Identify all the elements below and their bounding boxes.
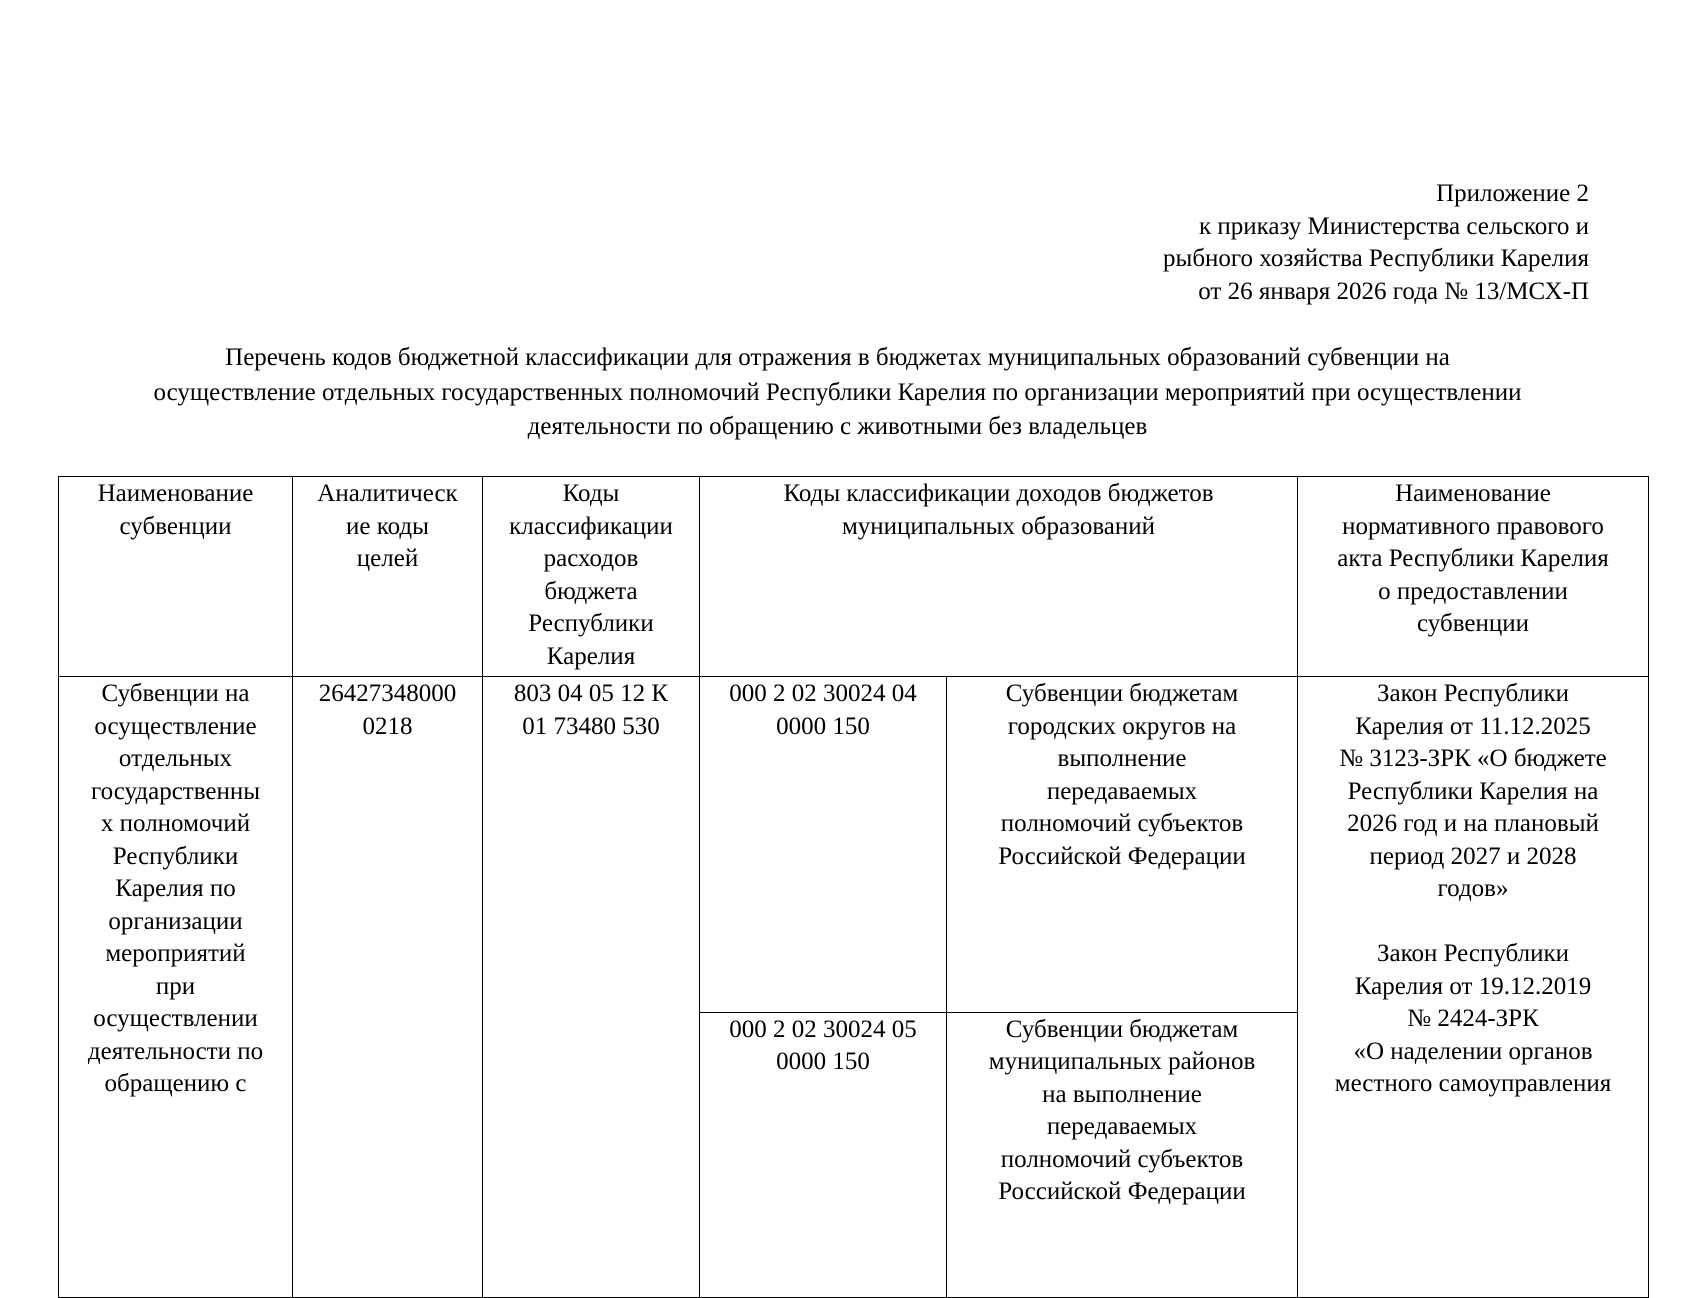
table-row	[59, 677, 1649, 1013]
cell-text: «О наделении органов	[1353, 1037, 1593, 1065]
cell-text: полномочий субъектов	[1000, 810, 1244, 837]
header-text: о предоставлении	[1378, 577, 1568, 605]
cell-text: осуществление	[94, 712, 257, 740]
title-line: деятельности по обращению с животными без владельцев	[527, 413, 1148, 440]
header-text: бюджета	[544, 577, 638, 605]
cell-text	[1302, 906, 1644, 939]
header-text: субвенции	[119, 512, 232, 540]
appendix-line: Приложение 2	[1436, 180, 1589, 207]
cell-text: № 3123-ЗРК «О бюджете	[1339, 745, 1607, 772]
cell-text: мероприятий	[105, 940, 246, 967]
header-text: акта Республики Карелия	[1337, 545, 1609, 572]
cell-analytic-code	[293, 677, 483, 1298]
cell-text: выполнение	[1057, 745, 1187, 772]
title-line: осуществление отдельных государственных полномочий Республики Карелия по организации мероприятий при осуществлении	[153, 378, 1522, 406]
cell-text: на выполнение	[1042, 1080, 1202, 1108]
cell-text: Карелия от 19.12.2019	[1354, 972, 1592, 1000]
cell-text: годов»	[1437, 875, 1509, 902]
cell-text: Российской Федерации	[998, 842, 1246, 870]
cell-text: передаваемых	[1046, 777, 1198, 805]
header-text: расходов	[543, 545, 639, 572]
cell-text: 803 04 05 12 К	[513, 680, 669, 707]
header-text: Наименование	[97, 480, 254, 507]
cell-text: при	[155, 972, 196, 1000]
header-text: Аналитическ	[317, 480, 458, 507]
header-text: субвенции	[1417, 610, 1529, 637]
header-text: ие коды	[346, 512, 429, 540]
cell-text: Закон Республики	[1376, 940, 1570, 967]
cell-text: деятельности по	[87, 1037, 264, 1065]
header-text: Коды классификации доходов бюджетов	[783, 480, 1214, 507]
appendix-line: рыбного хозяйства Республики Карелия	[1163, 245, 1589, 272]
budget-codes-table	[58, 476, 1649, 1298]
cell-text: Субвенции бюджетам	[1005, 1015, 1239, 1043]
cell-text: полномочий субъектов	[1000, 1145, 1244, 1173]
header-text: Коды	[562, 480, 620, 507]
header-text: муниципальных образований	[841, 512, 1156, 540]
cell-text: отдельных	[118, 745, 233, 772]
header-text: классификации	[509, 512, 673, 540]
table-header-row	[59, 477, 1649, 677]
cell-income-description	[947, 1012, 1298, 1297]
cell-text: Субвенции бюджетам	[1005, 680, 1239, 707]
cell-text: № 2424-ЗРК	[1407, 1005, 1539, 1032]
cell-text: Карелия от 11.12.2025	[1355, 712, 1591, 740]
cell-text: 01 73480 530	[522, 712, 660, 740]
header-income-codes	[700, 477, 1298, 677]
appendix-header	[1163, 178, 1589, 308]
cell-text: 0000 150	[776, 1048, 870, 1076]
cell-text: 0000 150	[776, 712, 870, 740]
cell-expense-code	[483, 677, 700, 1298]
cell-text: Республики	[112, 842, 239, 870]
cell-text: муниципальных районов	[988, 1048, 1256, 1076]
cell-text: Субвенции на	[101, 680, 250, 707]
cell-income-description	[947, 677, 1298, 1013]
cell-legal-act	[1298, 677, 1649, 1298]
cell-text: 0218	[362, 712, 413, 740]
cell-text: Российской Федерации	[998, 1178, 1246, 1206]
cell-text: передаваемых	[1046, 1113, 1198, 1141]
appendix-line: от 26 января 2026 года № 13/МСХ-П	[1198, 277, 1589, 305]
cell-text: период 2027 и 2028	[1369, 842, 1577, 870]
cell-text: городских округов на	[1007, 712, 1237, 740]
cell-income-code	[700, 1012, 947, 1297]
cell-text: Карелия по	[115, 875, 236, 902]
header-subvention-name	[59, 477, 293, 677]
cell-text: 26427348000	[318, 680, 457, 707]
header-text: целей	[356, 545, 419, 572]
cell-subvention-name	[59, 677, 293, 1298]
header-analytic-codes	[293, 477, 483, 677]
cell-text: организации	[108, 907, 243, 935]
cell-text: осуществлении	[93, 1005, 258, 1032]
header-text: Карелия	[546, 642, 636, 670]
cell-text: 2026 год и на плановый	[1347, 810, 1599, 837]
header-text: Наименование	[1395, 480, 1551, 507]
cell-text: х полномочий	[100, 810, 251, 837]
document-title	[40, 341, 1635, 445]
appendix-line: к приказу Министерства сельского и	[1198, 212, 1589, 240]
cell-income-code	[700, 677, 947, 1013]
header-text: нормативного правового	[1342, 512, 1604, 540]
header-legal-act	[1298, 477, 1649, 677]
cell-text: государственны	[90, 777, 261, 805]
cell-text: 000 2 02 30024 04	[729, 680, 917, 707]
cell-text: обращению с	[104, 1070, 247, 1097]
header-expense-codes	[483, 477, 700, 677]
cell-text: Закон Республики	[1376, 680, 1570, 707]
cell-text: Республики Карелия на	[1347, 777, 1599, 805]
cell-text: 000 2 02 30024 05	[729, 1015, 917, 1043]
cell-text: местного самоуправления	[1334, 1070, 1612, 1097]
header-text: Республики	[528, 610, 654, 637]
title-line: Перечень кодов бюджетной классификации для отражения в бюджетах муниципальных образований субвенции на	[225, 344, 1450, 371]
